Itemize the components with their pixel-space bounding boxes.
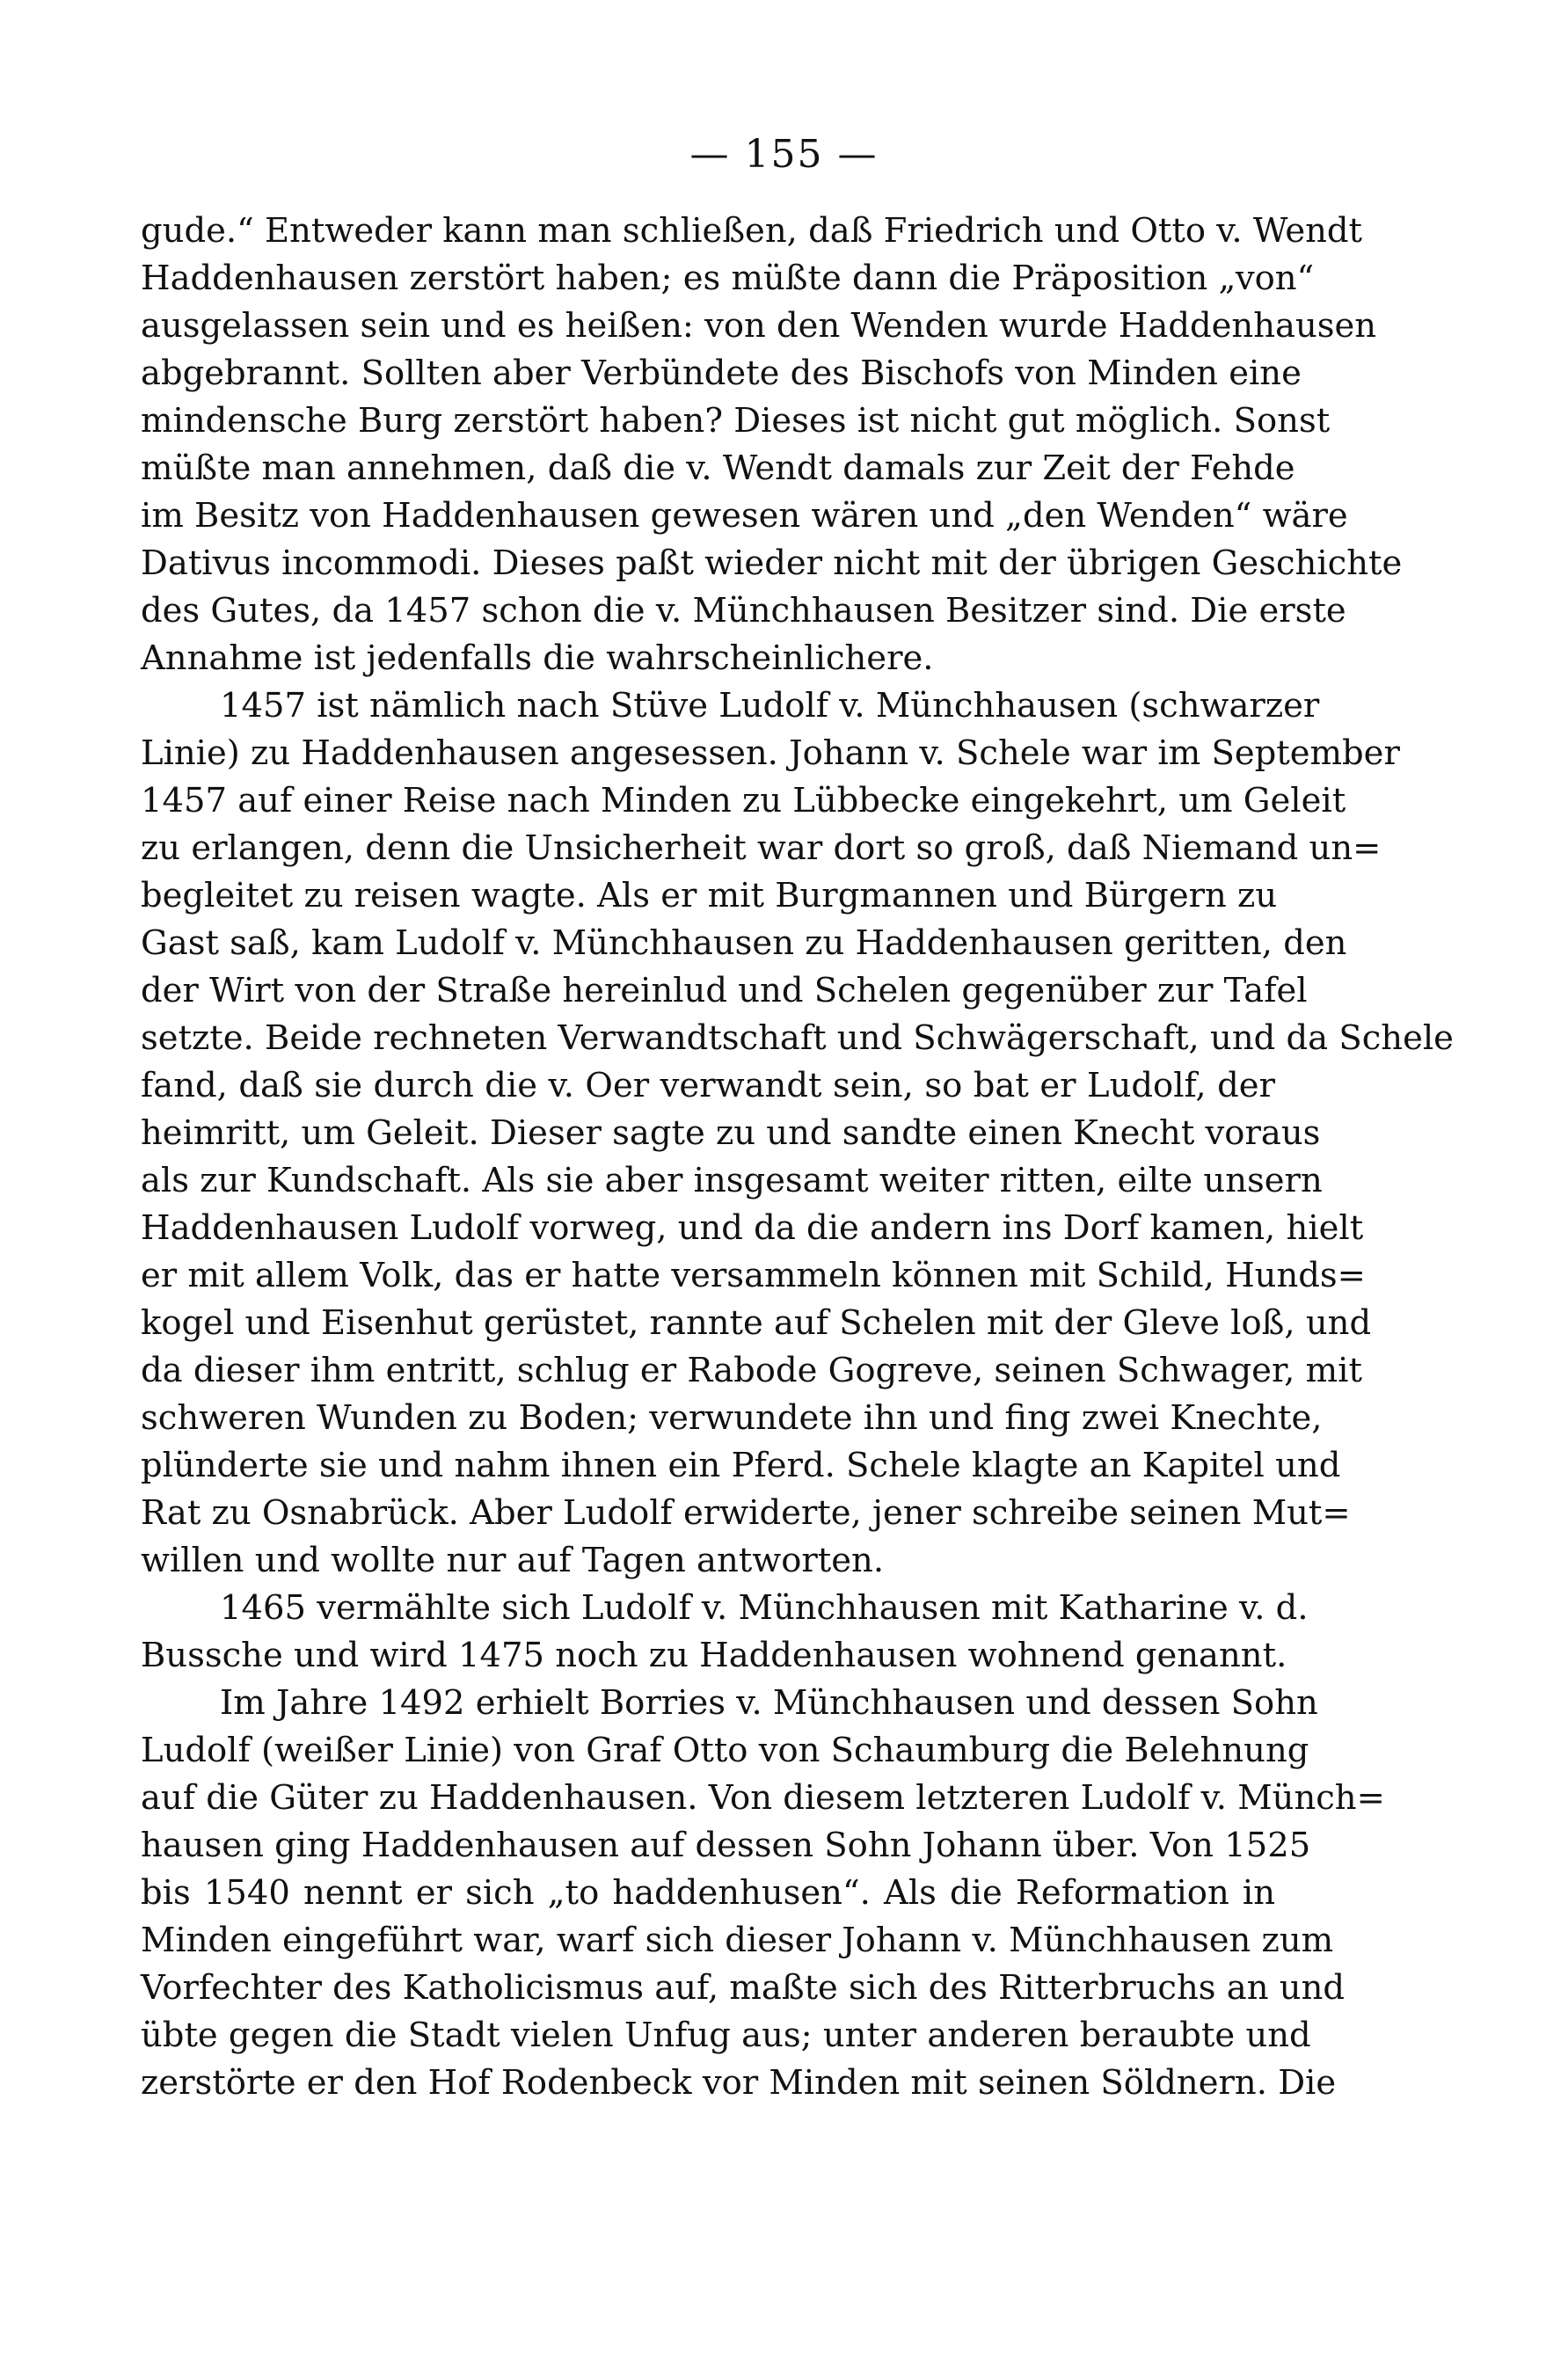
text-line: schweren Wunden zu Boden; verwundete ihn und fing zwei Knechte, [141, 1398, 1323, 1438]
text-line: Haddenhausen Ludolf vorweg, und da die andern ins Dorf kamen, hielt [141, 1208, 1364, 1248]
text-line: fand, daß sie durch die v. Oer verwandt sein, so bat er Ludolf, der [141, 1066, 1275, 1105]
text-line: 1457 auf einer Reise nach Minden zu Lübbecke eingekehrt, um Geleit [141, 781, 1346, 820]
text-line: plünderte sie und nahm ihnen ein Pferd. Schele klagte an Kapitel und [141, 1446, 1341, 1485]
text-line: der Wirt von der Straße hereinlud und Schelen gegenüber zur Tafel [141, 971, 1308, 1010]
text-line: er mit allem Volk, das er hatte versammeln können mit Schild, Hunds= [141, 1256, 1366, 1295]
text-line: 1465 vermählte sich Ludolf v. Münchhausen mit Katharine v. d. [220, 1588, 1309, 1628]
text-line: müßte man annehmen, daß die v. Wendt damals zur Zeit der Fehde [141, 448, 1295, 488]
paragraph [141, 208, 1403, 682]
text-line: gude.“ Entweder kann man schließen, daß Friedrich und Otto v. Wendt [141, 211, 1363, 251]
text-line: zu erlangen, denn die Unsicherheit war dort so groß, daß Niemand un= [141, 828, 1382, 868]
text-line: begleitet zu reisen wagte. Als er mit Burgmannen und Bürgern zu [141, 876, 1278, 915]
text-line: Gast saß, kam Ludolf v. Münchhausen zu Haddenhausen geritten, den [141, 923, 1347, 963]
text-line: bis 1540 nennt er sich „to haddenhusen“. Als die Reformation in [141, 1873, 1275, 1913]
text-line: übte gegen die Stadt vielen Unfug aus; unter anderen beraubte und [141, 2016, 1311, 2055]
text-line: mindensche Burg zerstört haben? Dieses ist nicht gut möglich. Sonst [141, 401, 1331, 441]
text-line: Im Jahre 1492 erhielt Borries v. Münchhausen und dessen Sohn [220, 1683, 1318, 1723]
body-text [141, 208, 1454, 2107]
paragraph [141, 682, 1454, 1585]
paragraph [141, 1585, 1309, 1680]
text-line: ausgelassen sein und es heißen: von den Wenden wurde Haddenhausen [141, 306, 1377, 346]
text-line: zerstörte er den Hof Rodenbeck vor Minden mit seinen Söldnern. Die [141, 2063, 1337, 2103]
text-line: hausen ging Haddenhausen auf dessen Sohn Johann über. Von 1525 [141, 1826, 1311, 1865]
text-line: Linie) zu Haddenhausen angesessen. Johann v. Schele war im September [141, 733, 1400, 773]
paragraph [141, 1680, 1385, 2107]
text-line: willen und wollte nur auf Tagen antworten. [141, 1541, 885, 1580]
text-line: heimritt, um Geleit. Dieser sagte zu und sandte einen Knecht voraus [141, 1113, 1321, 1153]
text-line: 1457 ist nämlich nach Stüve Ludolf v. Münchhausen (schwarzer [220, 686, 1320, 725]
text-line: kogel und Eisenhut gerüstet, rannte auf Schelen mit der Gleve loß, und [141, 1303, 1372, 1343]
text-line: Annahme ist jedenfalls die wahrscheinlichere. [141, 638, 934, 678]
text-line: Ludolf (weißer Linie) von Graf Otto von Schaumburg die Belehnung [141, 1731, 1309, 1770]
text-line: im Besitz von Haddenhausen gewesen wären und „den Wenden“ wäre [141, 496, 1348, 536]
text-line: auf die Güter zu Haddenhausen. Von diesem letzteren Ludolf v. Münch= [141, 1778, 1385, 1818]
text-line: Rat zu Osnabrück. Aber Ludolf erwiderte, jener schreibe seinen Mut= [141, 1493, 1351, 1533]
text-line: Minden eingeführt war, warf sich dieser Johann v. Münchhausen zum [141, 1921, 1334, 1960]
text-line: da dieser ihm entritt, schlug er Rabode Gogreve, seinen Schwager, mit [141, 1351, 1362, 1390]
text-line: als zur Kundschaft. Als sie aber insgesamt weiter ritten, eilte unsern [141, 1161, 1323, 1200]
page-number: — 155 — [689, 132, 879, 177]
text-line: abgebrannt. Sollten aber Verbündete des Bischofs von Minden eine [141, 354, 1302, 393]
text-line: Haddenhausen zerstört haben; es müßte dann die Präposition „von“ [141, 259, 1315, 298]
text-line: setzte. Beide rechneten Verwandtschaft und Schwägerschaft, und da Schele [141, 1018, 1454, 1058]
text-line: des Gutes, da 1457 schon die v. Münchhausen Besitzer sind. Die erste [141, 591, 1346, 631]
text-line: Bussche und wird 1475 noch zu Haddenhausen wohnend genannt. [141, 1636, 1287, 1675]
text-line: Vorfechter des Katholicismus auf, maßte sich des Ritterbruchs an und [141, 1968, 1346, 2008]
text-line: Dativus incommodi. Dieses paßt wieder nicht mit der übrigen Geschichte [141, 543, 1403, 583]
